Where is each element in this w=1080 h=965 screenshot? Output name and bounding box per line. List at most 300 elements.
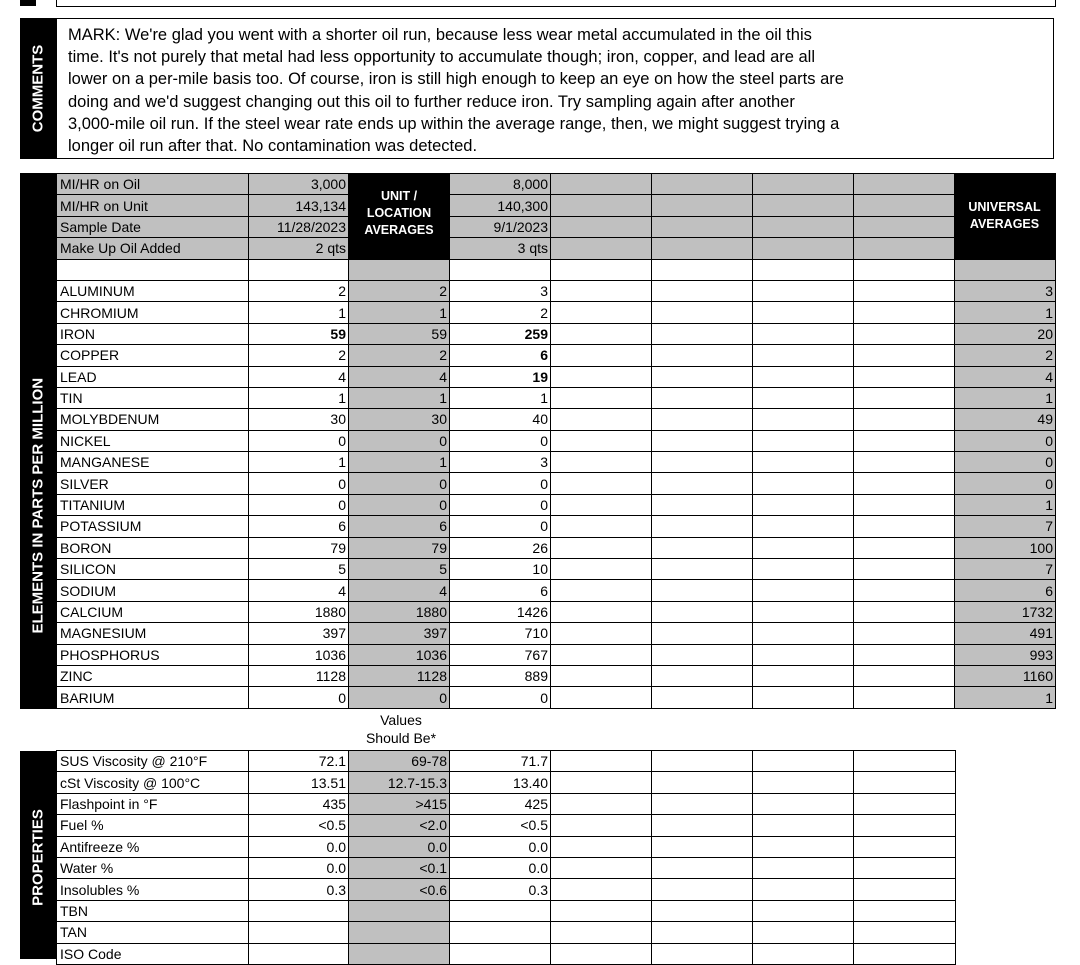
unit-average-value: 2 <box>349 345 450 366</box>
sample1-value: 1 <box>249 302 349 323</box>
universal-average-value: 20 <box>955 323 1056 344</box>
sample2-value: 0 <box>450 516 551 537</box>
sample1-value: 6 <box>249 516 349 537</box>
sample1-value: 0.0 <box>249 836 349 857</box>
empty-sample-cell <box>551 644 652 665</box>
universal-average-value: 49 <box>955 409 1056 430</box>
unit-average-value: 1036 <box>349 644 450 665</box>
empty-sample-cell <box>551 879 652 900</box>
sample2-value: <0.5 <box>450 815 551 836</box>
empty-sample-cell <box>854 216 955 237</box>
empty-sample-cell <box>854 601 955 622</box>
empty-sample-cell <box>854 323 955 344</box>
empty-sample-cell <box>652 345 753 366</box>
empty-sample-cell <box>551 280 652 301</box>
unit-avg-header-line: LOCATION <box>366 206 432 220</box>
spacer-cell <box>57 259 249 280</box>
unit-avg-header-line: AVERAGES <box>364 223 434 237</box>
spacer-cell <box>955 259 1056 280</box>
unit-average-value: 1128 <box>349 665 450 686</box>
empty-sample-cell <box>854 452 955 473</box>
unit-averages-header <box>349 188 449 239</box>
empty-sample-cell <box>753 216 854 237</box>
unit-average-value: 0 <box>349 494 450 515</box>
empty-sample-cell <box>854 280 955 301</box>
empty-sample-cell <box>753 559 854 580</box>
sample2-value: 71.7 <box>450 751 551 772</box>
element-row <box>57 580 1056 601</box>
element-name: TIN <box>57 387 249 408</box>
element-name: MOLYBDENUM <box>57 409 249 430</box>
empty-sample-cell <box>854 238 955 259</box>
empty-sample-cell <box>753 793 854 814</box>
empty-sample-cell <box>652 836 753 857</box>
empty-sample-cell <box>854 793 956 814</box>
empty-sample-cell <box>551 623 652 644</box>
empty-sample-cell <box>854 665 955 686</box>
unit-average-value: 1 <box>349 387 450 408</box>
empty-sample-cell <box>753 623 854 644</box>
unit-avg-header-line: UNIT / <box>380 189 418 203</box>
comments-side-label <box>20 18 56 159</box>
empty-sample-cell <box>854 366 955 387</box>
element-row <box>57 559 1056 580</box>
element-name: BORON <box>57 537 249 558</box>
empty-sample-cell <box>854 494 955 515</box>
universal-average-value: 1732 <box>955 601 1056 622</box>
universal-average-value: 1 <box>955 687 1056 708</box>
empty-sample-cell <box>652 879 753 900</box>
sample1-value: 2 qts <box>249 238 349 259</box>
property-row <box>57 793 956 814</box>
property-name: cSt Viscosity @ 100°C <box>57 772 249 793</box>
empty-sample-cell <box>854 857 956 878</box>
elements-side-label: ELEMENTS IN PARTS PER MILLION <box>29 377 47 634</box>
sample2-value: 1426 <box>450 601 551 622</box>
element-name: BARIUM <box>57 687 249 708</box>
empty-sample-cell <box>753 323 854 344</box>
should-be-value: <0.1 <box>349 857 450 878</box>
sample1-value: 3,000 <box>249 174 349 195</box>
property-name: Flashpoint in °F <box>57 793 249 814</box>
empty-sample-cell <box>753 836 854 857</box>
empty-sample-cell <box>854 473 955 494</box>
sample1-value: 30 <box>249 409 349 430</box>
sample2-value: 10 <box>450 559 551 580</box>
unit-average-value: 4 <box>349 366 450 387</box>
empty-sample-cell <box>652 323 753 344</box>
empty-sample-cell <box>551 174 652 195</box>
sample1-value: 2 <box>249 280 349 301</box>
note-line: Should Be* <box>365 730 437 746</box>
empty-sample-cell <box>551 387 652 408</box>
empty-sample-cell <box>753 366 854 387</box>
property-name: TBN <box>57 900 249 921</box>
unit-average-value: 1880 <box>349 601 450 622</box>
element-row <box>57 601 1056 622</box>
empty-sample-cell <box>652 900 753 921</box>
sample1-value: 79 <box>249 537 349 558</box>
top-black-bar <box>20 0 36 6</box>
empty-sample-cell <box>652 580 753 601</box>
empty-sample-cell <box>753 644 854 665</box>
empty-sample-cell <box>652 815 753 836</box>
unit-average-value: 30 <box>349 409 450 430</box>
sample2-value: 6 <box>450 345 551 366</box>
empty-sample-cell <box>854 687 955 708</box>
empty-sample-cell <box>854 430 955 451</box>
empty-sample-cell <box>652 601 753 622</box>
info-row <box>57 216 1056 237</box>
empty-sample-cell <box>551 195 652 216</box>
universal-average-value: 0 <box>955 452 1056 473</box>
empty-sample-cell <box>753 815 854 836</box>
sample2-value <box>450 943 551 964</box>
sample1-value: 5 <box>249 559 349 580</box>
should-be-value: <2.0 <box>349 815 450 836</box>
property-name: Fuel % <box>57 815 249 836</box>
sample1-value: 11/28/2023 <box>249 216 349 237</box>
sample1-value: 0.0 <box>249 857 349 878</box>
empty-sample-cell <box>753 516 854 537</box>
elements-side-bar <box>20 173 56 709</box>
sample1-value: 0 <box>249 473 349 494</box>
empty-sample-cell <box>854 409 955 430</box>
comment-line: doing and we'd suggest changing out this oil to further reduce iron. Try sampling again after another <box>68 92 795 111</box>
empty-sample-cell <box>551 473 652 494</box>
sample2-value: 767 <box>450 644 551 665</box>
universal-average-value: 6 <box>955 580 1056 601</box>
empty-sample-cell <box>652 772 753 793</box>
empty-sample-cell <box>551 366 652 387</box>
element-name: MAGNESIUM <box>57 623 249 644</box>
empty-sample-cell <box>551 494 652 515</box>
empty-sample-cell <box>652 174 753 195</box>
element-row <box>57 537 1056 558</box>
sample2-value: 3 qts <box>450 238 551 259</box>
sample1-value: 143,134 <box>249 195 349 216</box>
element-row <box>57 623 1056 644</box>
unit-average-value: 59 <box>349 323 450 344</box>
empty-sample-cell <box>854 943 956 964</box>
empty-sample-cell <box>753 387 854 408</box>
sample1-value: 0 <box>249 494 349 515</box>
property-row <box>57 922 956 943</box>
sample1-value: 13.51 <box>249 772 349 793</box>
element-name: ALUMINUM <box>57 280 249 301</box>
sample1-value: 0 <box>249 687 349 708</box>
sample1-value: 1880 <box>249 601 349 622</box>
element-name: ZINC <box>57 665 249 686</box>
unit-average-value: 0 <box>349 473 450 494</box>
empty-sample-cell <box>652 623 753 644</box>
empty-sample-cell <box>652 366 753 387</box>
element-row <box>57 687 1056 708</box>
unit-average-value: 397 <box>349 623 450 644</box>
empty-sample-cell <box>652 473 753 494</box>
empty-sample-cell <box>551 409 652 430</box>
element-name: COPPER <box>57 345 249 366</box>
sample2-value: 9/1/2023 <box>450 216 551 237</box>
unit-average-value: 4 <box>349 580 450 601</box>
empty-sample-cell <box>652 280 753 301</box>
sample2-value <box>450 922 551 943</box>
universal-average-value: 1 <box>955 494 1056 515</box>
universal-average-value: 4 <box>955 366 1056 387</box>
unit-avg-header-cell <box>349 238 450 259</box>
should-be-value: 12.7-15.3 <box>349 772 450 793</box>
unit-average-value: 1 <box>349 452 450 473</box>
property-name: ISO Code <box>57 943 249 964</box>
empty-sample-cell <box>652 687 753 708</box>
unit-average-value: 2 <box>349 280 450 301</box>
empty-sample-cell <box>854 174 955 195</box>
empty-sample-cell <box>753 943 854 964</box>
universal-average-value: 2 <box>955 345 1056 366</box>
universal-average-value: 3 <box>955 280 1056 301</box>
element-row <box>57 516 1056 537</box>
empty-sample-cell <box>551 302 652 323</box>
element-row <box>57 644 1056 665</box>
empty-sample-cell <box>753 409 854 430</box>
element-name: IRON <box>57 323 249 344</box>
empty-sample-cell <box>551 922 652 943</box>
empty-sample-cell <box>753 280 854 301</box>
empty-sample-cell <box>753 772 854 793</box>
empty-sample-cell <box>854 623 955 644</box>
empty-sample-cell <box>652 559 753 580</box>
empty-sample-cell <box>551 900 652 921</box>
element-name: SILVER <box>57 473 249 494</box>
element-row <box>57 452 1056 473</box>
empty-sample-cell <box>551 323 652 344</box>
empty-sample-cell <box>854 815 956 836</box>
comments-label-text: COMMENTS <box>29 44 47 133</box>
universal-average-value: 1 <box>955 302 1056 323</box>
unit-average-value: 6 <box>349 516 450 537</box>
element-row <box>57 323 1056 344</box>
should-be-value <box>349 922 450 943</box>
empty-sample-cell <box>753 879 854 900</box>
element-name: POTASSIUM <box>57 516 249 537</box>
empty-sample-cell <box>753 195 854 216</box>
empty-sample-cell <box>652 430 753 451</box>
empty-sample-cell <box>854 772 956 793</box>
sample2-value: 0 <box>450 473 551 494</box>
empty-sample-cell <box>854 922 956 943</box>
property-name: SUS Viscosity @ 210°F <box>57 751 249 772</box>
comments-text-box <box>56 18 1054 159</box>
universal-averages-header <box>955 199 1054 233</box>
sample2-value: 6 <box>450 580 551 601</box>
element-row <box>57 302 1056 323</box>
empty-sample-cell <box>652 537 753 558</box>
empty-sample-cell <box>652 195 753 216</box>
empty-sample-cell <box>551 516 652 537</box>
should-be-value: >415 <box>349 793 450 814</box>
spacer-cell <box>349 259 450 280</box>
empty-sample-cell <box>854 836 956 857</box>
sample2-value: 0.0 <box>450 857 551 878</box>
universal-average-value: 7 <box>955 559 1056 580</box>
universal-average-value: 0 <box>955 430 1056 451</box>
sample1-value: 2 <box>249 345 349 366</box>
spacer-cell <box>652 259 753 280</box>
empty-sample-cell <box>551 430 652 451</box>
sample2-value: 0.0 <box>450 836 551 857</box>
empty-sample-cell <box>652 216 753 237</box>
property-row <box>57 879 956 900</box>
empty-sample-cell <box>753 687 854 708</box>
empty-sample-cell <box>753 494 854 515</box>
universal-header-line: AVERAGES <box>969 217 1040 231</box>
sample2-value: 0 <box>450 430 551 451</box>
sample2-value: 710 <box>450 623 551 644</box>
universal-average-value: 993 <box>955 644 1056 665</box>
universal-average-value: 1 <box>955 387 1056 408</box>
info-label: MI/HR on Unit <box>57 195 249 216</box>
property-row <box>57 772 956 793</box>
element-row <box>57 473 1056 494</box>
sample1-value: <0.5 <box>249 815 349 836</box>
sample1-value: 72.1 <box>249 751 349 772</box>
universal-average-value: 0 <box>955 473 1056 494</box>
property-row <box>57 943 956 964</box>
properties-side-label: PROPERTIES <box>29 809 47 906</box>
property-name: TAN <box>57 922 249 943</box>
empty-sample-cell <box>854 580 955 601</box>
empty-sample-cell <box>753 473 854 494</box>
element-name: SILICON <box>57 559 249 580</box>
spacer-cell <box>551 259 652 280</box>
empty-sample-cell <box>551 687 652 708</box>
empty-sample-cell <box>753 900 854 921</box>
empty-sample-cell <box>551 793 652 814</box>
unit-average-value: 1 <box>349 302 450 323</box>
comment-line: MARK: We're glad you went with a shorter oil run, because less wear metal accumulated in the oil this <box>68 26 812 44</box>
sample1-value: 397 <box>249 623 349 644</box>
element-row <box>57 409 1056 430</box>
unit-average-value: 79 <box>349 537 450 558</box>
sample2-value: 0 <box>450 494 551 515</box>
info-row <box>57 238 1056 259</box>
empty-sample-cell <box>652 302 753 323</box>
element-name: CHROMIUM <box>57 302 249 323</box>
universal-average-value: 100 <box>955 537 1056 558</box>
sample2-value: 19 <box>450 366 551 387</box>
empty-sample-cell <box>652 238 753 259</box>
sample2-value: 889 <box>450 665 551 686</box>
universal-average-value: 7 <box>955 516 1056 537</box>
empty-sample-cell <box>551 815 652 836</box>
empty-sample-cell <box>652 409 753 430</box>
empty-sample-cell <box>551 238 652 259</box>
sample1-value: 0 <box>249 430 349 451</box>
property-row <box>57 900 956 921</box>
empty-sample-cell <box>753 665 854 686</box>
empty-sample-cell <box>551 580 652 601</box>
sample1-value: 1036 <box>249 644 349 665</box>
empty-sample-cell <box>551 216 652 237</box>
empty-sample-cell <box>854 302 955 323</box>
empty-sample-cell <box>652 751 753 772</box>
sample1-value: 59 <box>249 323 349 344</box>
empty-sample-cell <box>652 387 753 408</box>
property-name: Water % <box>57 857 249 878</box>
spacer-cell <box>450 259 551 280</box>
element-row <box>57 665 1056 686</box>
empty-sample-cell <box>551 751 652 772</box>
empty-sample-cell <box>652 922 753 943</box>
sample1-value: 4 <box>249 580 349 601</box>
empty-sample-cell <box>551 601 652 622</box>
element-row <box>57 494 1056 515</box>
empty-sample-cell <box>854 387 955 408</box>
should-be-value <box>349 900 450 921</box>
sample1-value: 435 <box>249 793 349 814</box>
universal-header-cell <box>955 238 1056 259</box>
element-row <box>57 430 1056 451</box>
empty-sample-cell <box>753 751 854 772</box>
properties-table <box>56 750 956 965</box>
universal-header-line: UNIVERSAL <box>968 200 1041 214</box>
empty-sample-cell <box>854 879 956 900</box>
sample2-value: 13.40 <box>450 772 551 793</box>
empty-sample-cell <box>551 559 652 580</box>
element-name: SODIUM <box>57 580 249 601</box>
sample1-value: 1 <box>249 452 349 473</box>
sample1-value <box>249 922 349 943</box>
empty-sample-cell <box>551 943 652 964</box>
info-label: Make Up Oil Added <box>57 238 249 259</box>
empty-sample-cell <box>854 537 955 558</box>
element-row <box>57 366 1056 387</box>
unit-average-value: 5 <box>349 559 450 580</box>
empty-sample-cell <box>753 922 854 943</box>
empty-sample-cell <box>652 857 753 878</box>
elements-table <box>56 173 1056 709</box>
element-row <box>57 280 1056 301</box>
empty-sample-cell <box>551 537 652 558</box>
empty-sample-cell <box>753 857 854 878</box>
empty-sample-cell <box>854 900 956 921</box>
unit-average-value: 0 <box>349 430 450 451</box>
info-row <box>57 195 1056 216</box>
empty-sample-cell <box>753 238 854 259</box>
property-name: Antifreeze % <box>57 836 249 857</box>
property-row <box>57 751 956 772</box>
element-row <box>57 387 1056 408</box>
element-name: MANGANESE <box>57 452 249 473</box>
empty-sample-cell <box>854 195 955 216</box>
should-be-value <box>349 943 450 964</box>
empty-sample-cell <box>753 580 854 601</box>
empty-sample-cell <box>551 345 652 366</box>
empty-sample-cell <box>551 452 652 473</box>
empty-sample-cell <box>551 665 652 686</box>
empty-sample-cell <box>652 494 753 515</box>
sample2-value: 425 <box>450 793 551 814</box>
top-box-edge <box>56 0 1056 7</box>
info-label: MI/HR on Oil <box>57 174 249 195</box>
sample2-value: 0 <box>450 687 551 708</box>
empty-sample-cell <box>551 772 652 793</box>
property-row <box>57 836 956 857</box>
empty-sample-cell <box>652 516 753 537</box>
spacer-cell <box>854 259 955 280</box>
sample1-value <box>249 943 349 964</box>
sample2-value: 3 <box>450 280 551 301</box>
